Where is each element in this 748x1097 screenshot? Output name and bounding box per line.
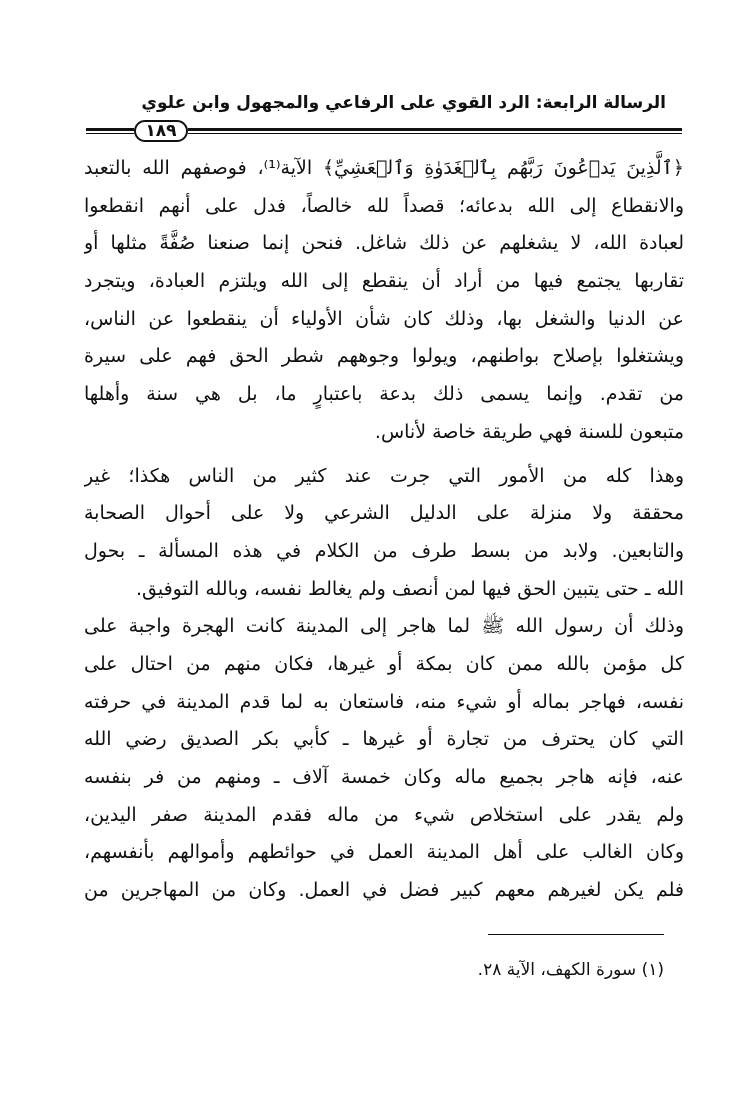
text-line: وذلك أن رسول الله ﷺ لما هاجر إلى المدينة كانت الهجرة واجبة على [84, 615, 684, 638]
text-line: تقاربها يجتمع فيها من أراد أن ينقطع إلى الله ويلتزم العبادة، ويتجرد [84, 270, 684, 293]
text-line: والتابعين. ولابد من بسط طرف من الكلام في هذه المسألة ـ بحول [84, 539, 684, 562]
text-line: الله ـ حتى يتبين الحق فيها لمن أنصف ولم يغالط نفسه، وبالله التوفيق. [135, 577, 684, 600]
page-number: ١٨٩ [134, 120, 188, 142]
text-line: متبعون للسنة فهي طريقة خاصة لأناس. [374, 420, 684, 443]
text-line: وكان الغالب على أهل المدينة العمل في حوائطهم وأموالهم بأنفسهم، [84, 841, 684, 864]
text-line: نفسه، فهاجر بماله أو شيء منه، فاستعان به لما قدم المدينة في حرفته [84, 690, 684, 713]
text-line: محققة ولا منزلة على الدليل الشرعي ولا على أحوال الصحابة [84, 502, 684, 525]
text-line: والانقطاع إلى الله بدعائه؛ قصداً لله خالصاً، فدل على أنهم انقطعوا [84, 194, 684, 217]
text-line: فلم يكن لغيرهم معهم كبير فضل في العمل. وكان من المهاجرين من [84, 879, 684, 902]
running-title: الرسالة الرابعة: الرد القوي على الرفاعي والمجهول وابن علوي [141, 93, 666, 113]
text-line: ﴿ٱلَّذِينَ يَدۡعُونَ رَبَّهُم بِٱلۡغَدَوٰةِ وَٱلۡعَشِيِّ﴾ الآية⁽¹⁾، فوصفهم الله بالتعبد [84, 157, 684, 179]
text-line: عن الدنيا والشغل بها، وذلك كان شأن الأولياء أن ينقطعوا عن الناس، [84, 307, 684, 330]
text-line: وهذا كله من الأمور التي جرت عند كثير من الناس هكذا؛ غير [84, 464, 684, 487]
text-line: ولم يقدر على استخلاص شيء من ماله فقدم المدينة صفر اليدين، [84, 803, 684, 826]
text-line: عنه، فإنه هاجر بجميع ماله وكان خمسة آلاف ـ ومنهم من فر بنفسه [84, 766, 684, 788]
text-line: كل مؤمن بالله ممن كان بمكة أو غيرها، فكان منهم من احتال على [84, 652, 684, 675]
header-rule-left-thick [86, 128, 134, 131]
footnote-separator [488, 934, 664, 935]
footnote: (١) سورة الكهف، الآية ٢٨. [477, 960, 664, 980]
header-rule [86, 120, 682, 144]
header-rule-right-thick [188, 128, 682, 131]
text-line: ويشتغلوا بإصلاح بواطنهم، ويولوا وجوههم شطر الحق فهم على سيرة [84, 345, 684, 368]
header-rule-right-thin [188, 133, 682, 134]
text-line: التي كان يحترف من تجارة أو غيرها ـ كأبي بكر الصديق رضي الله [84, 728, 684, 751]
text-line: لعبادة الله، لا يشغلهم عن ذلك شاغل. فنحن إنما صنعنا صُفَّةً مثلها أو [84, 232, 684, 255]
text-line: من تقدم. وإنما يسمى ذلك بدعة باعتبارٍ ما، بل هي سنة وأهلها [84, 383, 684, 406]
header-rule-left-thin [86, 133, 134, 134]
main-text [84, 150, 684, 910]
